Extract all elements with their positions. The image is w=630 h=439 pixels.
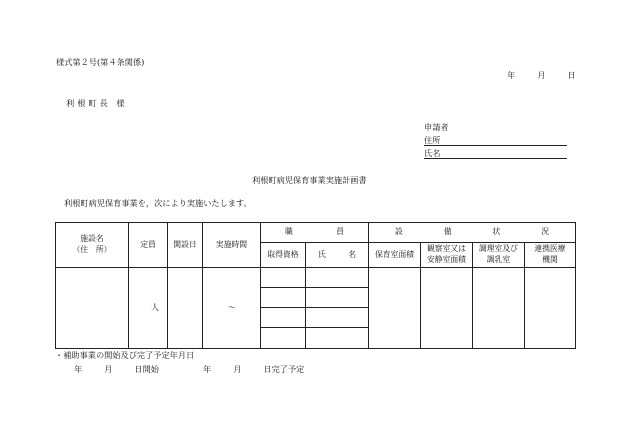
date-line	[507, 71, 576, 79]
addressee: 利根町長 様	[66, 98, 128, 108]
staff-name-header: 氏 名	[306, 243, 369, 268]
facility-name-cell	[56, 268, 129, 349]
end-month: 月	[233, 364, 242, 374]
footnote: ・補助事業の開始及び完了予定年月日	[55, 350, 195, 360]
capacity-cell: 人	[129, 268, 168, 349]
start-day: 日開始	[134, 364, 159, 374]
qualification-cell	[261, 328, 306, 349]
nursery-area-header: 保育室面積	[369, 243, 421, 268]
start-month: 月	[104, 364, 113, 374]
hours-cell: ～	[203, 268, 261, 349]
intro-text: 利根町病児保育事業を，次により実施いたします。	[64, 198, 252, 208]
medical-institution-cell	[525, 268, 576, 349]
staff-name-cell	[306, 268, 369, 288]
qualification-cell	[261, 288, 306, 308]
name-label: 氏名	[424, 148, 441, 158]
facility-status-header: 設 備 状 況	[369, 223, 576, 243]
plan-table	[55, 222, 576, 349]
staff-header: 職 員	[261, 223, 369, 243]
date-day: 日	[567, 70, 576, 80]
staff-name-cell	[306, 288, 369, 308]
staff-name-cell	[306, 308, 369, 328]
qualification-cell	[261, 268, 306, 288]
nursery-area-cell	[369, 268, 421, 349]
name-underline	[424, 158, 567, 159]
observation-room-header: 観察室又は 安静室面積	[421, 243, 473, 268]
open-days-cell	[168, 268, 203, 349]
period-line	[74, 365, 304, 373]
form-number: 様式第２号(第４条関係)	[56, 57, 145, 67]
date-month: 月	[537, 70, 546, 80]
capacity-header: 定員	[129, 223, 168, 268]
kitchen-cell	[473, 268, 525, 349]
date-year: 年	[507, 70, 516, 80]
medical-institution-header: 連携医療 機関	[525, 243, 576, 268]
end-year: 年	[202, 364, 212, 374]
address-underline	[424, 145, 567, 146]
start-year: 年	[74, 364, 83, 374]
facility-name-header: 施設名 （住 所）	[56, 223, 129, 268]
document-title: 利根町病児保育事業実施計画書	[252, 175, 367, 185]
address-label: 住所	[424, 135, 441, 145]
kitchen-header: 調理室及び 調乳室	[473, 243, 525, 268]
open-days-header: 開設日	[168, 223, 203, 268]
hours-header: 実施時間	[203, 223, 261, 268]
staff-name-cell	[306, 328, 369, 349]
observation-room-cell	[421, 268, 473, 349]
qualification-cell	[261, 308, 306, 328]
qualification-header: 取得資格	[261, 243, 306, 268]
end-day: 日完了予定	[263, 364, 305, 374]
applicant-label: 申請者	[424, 122, 449, 132]
